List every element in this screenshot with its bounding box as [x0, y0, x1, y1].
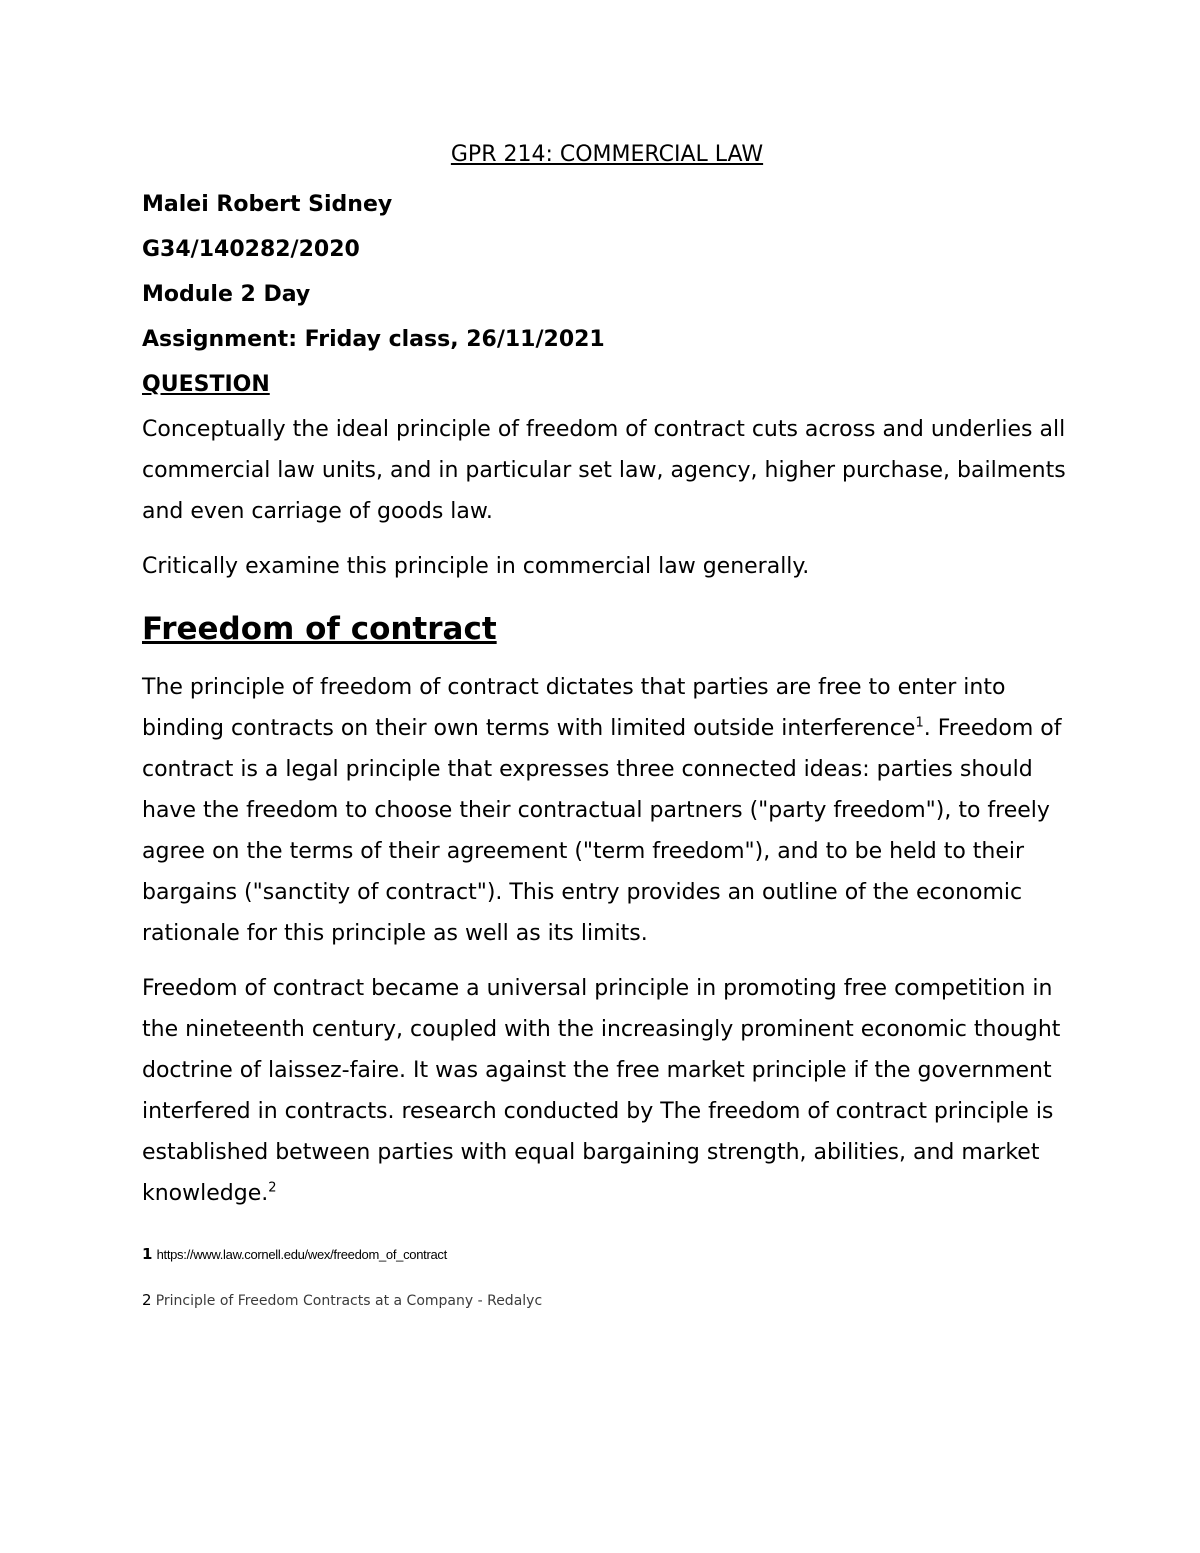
footnote-ref-1[interactable]: 1: [915, 715, 924, 731]
footnote-2: [142, 1290, 1072, 1312]
paragraph-2: [142, 968, 1072, 1214]
module-label: Module 2 Day: [142, 282, 311, 307]
document-page: [142, 140, 1072, 1336]
paragraph-2-text: Freedom of contract became a universal principle in promoting free competition in the nineteenth century, coupled with the increasingly prominent economic thought doctrine of laissez-faire. It was against the free market principle if the government interfered in contracts. research conducted by The freedom of contract principle is established between parties with equal bargaining strength, abilities, and market knowledge.: [142, 976, 1061, 1206]
section-heading: Freedom of contract: [142, 611, 497, 647]
footnote-1-number: 1: [142, 1245, 153, 1263]
paragraph-1: [142, 667, 1072, 954]
registration-number: G34/140282/2020: [142, 237, 360, 262]
footnote-1: [142, 1244, 1072, 1266]
question-label: QUESTION: [142, 372, 270, 397]
footnote-2-text: Principle of Freedom Contracts at a Company - Redalyc: [155, 1293, 543, 1309]
question-text: Conceptually the ideal principle of freedom of contract cuts across and underlies all commercial law units, and in particular set law, agency, higher purchase, bailments and even carriage of goods law.: [142, 417, 1066, 524]
assignment-label: Assignment: Friday class, 26/11/2021: [142, 327, 605, 352]
footnotes: [142, 1244, 1072, 1312]
instruction-text: Critically examine this principle in commercial law generally.: [142, 554, 810, 579]
paragraph-1-part-2: . Freedom of contract is a legal principle that expresses three connected ideas: parties should have the freedom to choose their contractual partners ("party freedom"), to freely agree on the terms of their agreement ("term freedom"), and to be held to their bargains ("sanctity of contract"). This entry provides an outline of the economic rationale for this principle as well as its limits.: [142, 716, 1062, 946]
footnote-ref-2[interactable]: 2: [268, 1180, 277, 1196]
footnote-2-number: 2: [142, 1291, 152, 1309]
paragraph-1-part-1: The principle of freedom of contract dictates that parties are free to enter into binding contracts on their own terms with limited outside interference: [142, 675, 1006, 741]
footnote-1-link[interactable]: https://www.law.cornell.edu/wex/freedom_of_contract: [156, 1247, 447, 1262]
document-title: GPR 214: COMMERCIAL LAW: [450, 142, 764, 167]
student-name: Malei Robert Sidney: [142, 192, 393, 217]
